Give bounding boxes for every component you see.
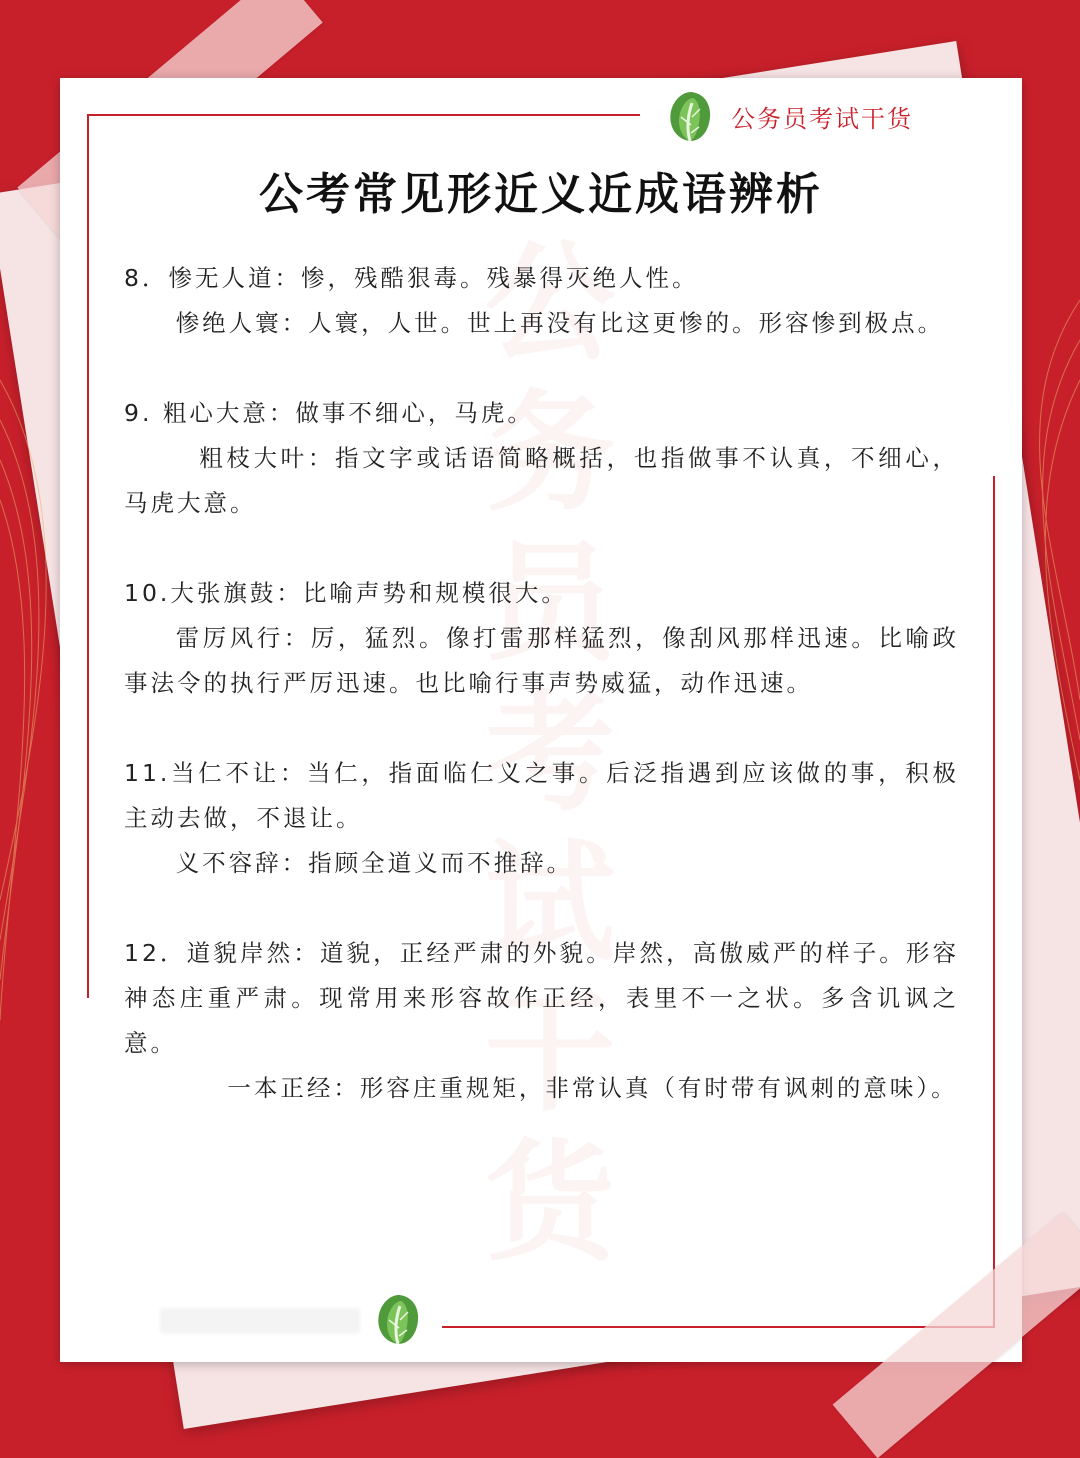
entry-compare: 一本正经：形容庄重规矩，非常认真（有时带有讽刺的意味）。 bbox=[227, 1074, 958, 1102]
entry-main: 11.当仁不让：当仁，指面临仁义之事。后泛指遇到应该做的事，积极主动去做，不退让。 bbox=[124, 759, 959, 832]
entry-compare: 粗枝大叶：指文字或话语简略概括，也指做事不认真，不细心，马虎大意。 bbox=[124, 444, 959, 517]
blurred-footer-text bbox=[160, 1308, 360, 1334]
entry-main: 12．道貌岸然：道貌，正经严肃的外貌。岸然，高傲威严的样子。形容神态庄重严肃。现常用来形容故作正经，表里不一之状。多含讥讽之意。 bbox=[124, 939, 959, 1057]
cabbage-icon bbox=[665, 89, 715, 143]
frame-line-right bbox=[993, 476, 995, 1328]
content-card bbox=[60, 78, 1022, 1362]
entry-compare: 惨绝人寰：人寰，人世。世上再没有比这更惨的。形容惨到极点。 bbox=[175, 309, 945, 337]
entry-compare: 雷厉风行：厉，猛烈。像打雷那样猛烈，像刮风那样迅速。比喻政事法令的执行严厉迅速。也比喻行事声势威猛，动作迅速。 bbox=[124, 624, 959, 697]
cabbage-icon bbox=[373, 1292, 423, 1346]
frame-line-top bbox=[87, 114, 640, 116]
watermark: 公务员考试干货 bbox=[484, 227, 615, 1279]
brand-name: 公务员考试干货 bbox=[731, 104, 913, 133]
article-body bbox=[124, 256, 959, 1111]
frame-line-bottom bbox=[442, 1326, 995, 1328]
entry-compare: 义不容辞：指顾全道义而不推辞。 bbox=[175, 849, 574, 877]
brand-header bbox=[665, 86, 913, 146]
frame-line-left bbox=[87, 114, 89, 998]
page-title: 公考常见形近义近成语辨析 bbox=[259, 169, 823, 220]
entry-main: 10.大张旗鼓：比喻声势和规模很大。 bbox=[124, 579, 568, 607]
entry-main: 9. 粗心大意：做事不细心，马虎。 bbox=[124, 399, 534, 427]
entry-main: 8．惨无人道：惨，残酷狠毒。残暴得灭绝人性。 bbox=[124, 264, 699, 292]
